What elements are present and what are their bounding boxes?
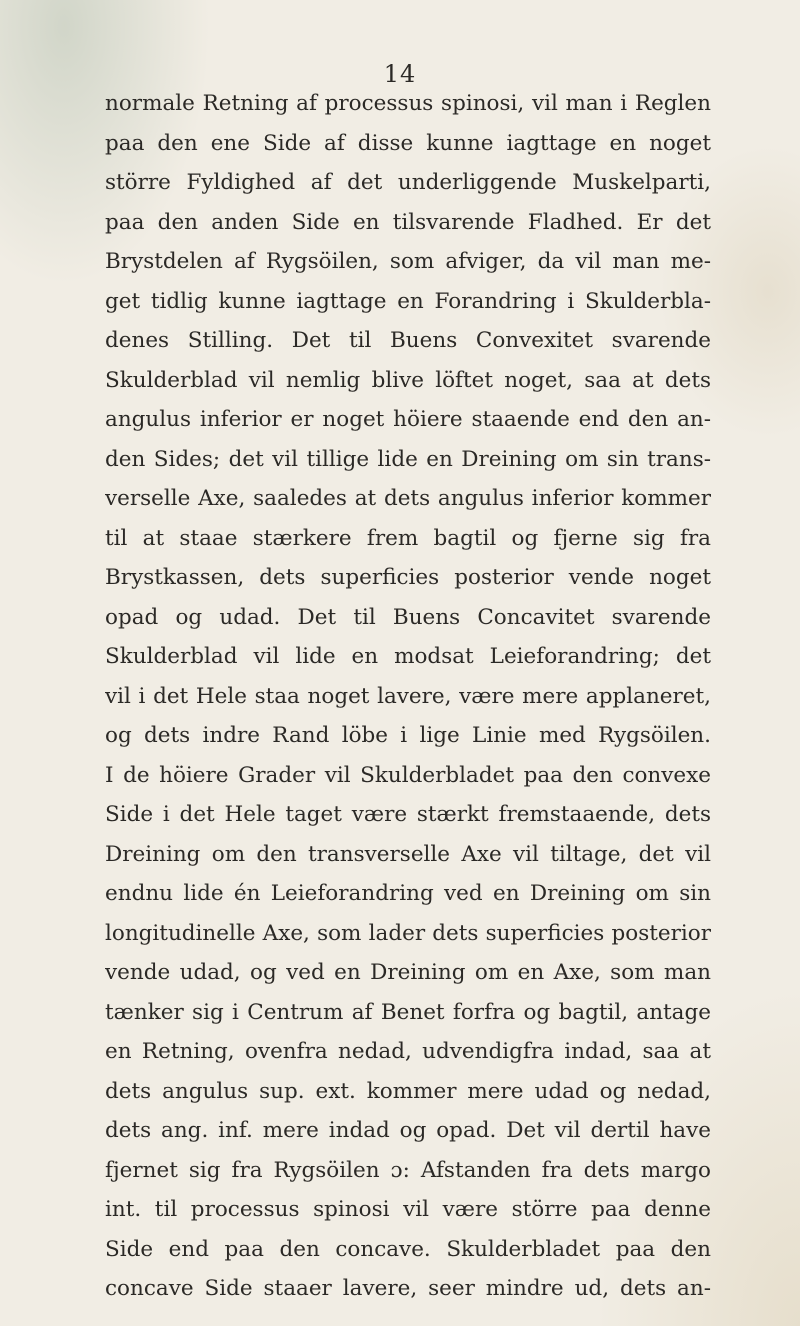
text-line: dets ang. inf. mere indad og opad. Det vil dertil have <box>105 1118 711 1143</box>
text-line: vende udad, og ved en Dreining om en Axe, som man <box>105 960 711 985</box>
text-line: get tidlig kunne iagttage en Forandring i Skulderbla- <box>105 288 711 314</box>
text-line: Side i det Hele taget være stærkt fremstaaende, dets <box>105 802 711 827</box>
text-line: I de höiere Grader vil Skulderbladet paa den convexe <box>105 762 711 788</box>
body-text <box>105 84 711 1309</box>
text-line: paa den ene Side af disse kunne iagttage en noget <box>105 130 711 156</box>
text-line: concave Side staaer lavere, seer mindre ud, dets an- <box>105 1276 711 1301</box>
text-line: fjernet sig fra Rygsöilen ɔ: Afstanden fra dets margo <box>105 1157 711 1183</box>
text-line: vil i det Hele staa noget lavere, være mere applaneret, <box>105 683 711 709</box>
text-line: Skulderblad vil nemlig blive löftet noget, saa at dets <box>105 367 711 393</box>
text-line: normale Retning af processus spinosi, vil man i Reglen <box>105 91 711 116</box>
text-line: Side end paa den concave. Skulderbladet paa den <box>105 1236 711 1262</box>
text-line: longitudinelle Axe, som lader dets superficies posterior <box>105 920 711 946</box>
text-line: en Retning, ovenfra nedad, udvendigfra indad, saa at <box>105 1039 711 1064</box>
text-line: int. til processus spinosi vil være större paa denne <box>105 1197 711 1222</box>
text-line: til at staae stærkere frem bagtil og fjerne sig fra <box>105 525 711 551</box>
page-number: 14 <box>383 60 417 88</box>
text-line: Brystkassen, dets superficies posterior vende noget <box>105 565 711 590</box>
text-line: Brystdelen af Rygsöilen, som afviger, da vil man me- <box>105 249 711 274</box>
text-line: den Sides; det vil tillige lide en Dreining om sin trans- <box>105 446 711 472</box>
text-line: Dreining om den transverselle Axe vil tiltage, det vil <box>105 841 711 867</box>
text-line: verselle Axe, saaledes at dets angulus inferior kommer <box>105 486 711 511</box>
text-line: större Fyldighed af det underliggende Muskelparti, <box>105 170 711 195</box>
text-line: opad og udad. Det til Buens Concavitet svarende <box>105 604 711 630</box>
text-line: denes Stilling. Det til Buens Convexitet svarende <box>105 328 711 353</box>
text-line: dets angulus sup. ext. kommer mere udad og nedad, <box>105 1078 711 1104</box>
text-line: paa den anden Side en tilsvarende Fladhed. Er det <box>105 209 711 235</box>
text-line: angulus inferior er noget höiere staaende end den an- <box>105 407 711 432</box>
text-line: og dets indre Rand löbe i lige Linie med Rygsöilen. <box>105 723 711 748</box>
text-line: endnu lide én Leieforandring ved en Dreining om sin <box>105 881 711 906</box>
text-line: tænker sig i Centrum af Benet forfra og bagtil, antage <box>105 999 711 1025</box>
text-line: Skulderblad vil lide en modsat Leieforandring; det <box>105 644 711 669</box>
